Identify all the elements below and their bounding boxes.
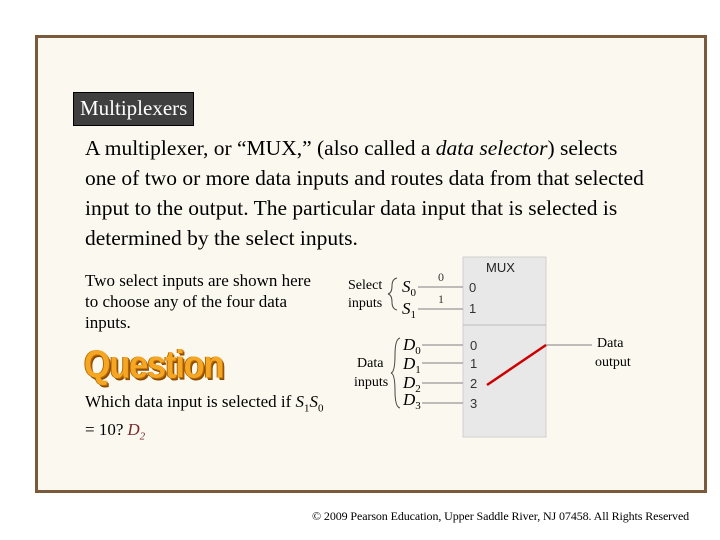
data-pin-0: 0	[470, 338, 478, 353]
intro-text-1: A multiplexer, or “MUX,” (also called a	[85, 136, 436, 160]
question-prefix: Which data input is selected if	[85, 392, 296, 411]
data-pin-1: 1	[470, 356, 478, 371]
data-label-line1: Data	[357, 356, 384, 371]
select-pin-0: 0	[469, 280, 477, 295]
select-label-line1: Select	[348, 278, 383, 293]
signal-d0: $D_0$	[403, 335, 421, 357]
answer-sub: 2	[139, 430, 146, 443]
select-value-s0: 0	[438, 270, 444, 284]
data-label-line2: inputs	[354, 375, 389, 390]
answer-letter: D	[127, 420, 140, 440]
question-badge: Question	[84, 343, 224, 387]
question-s1: S	[295, 392, 305, 411]
data-pin-2: 2	[470, 376, 478, 391]
side-note: Two select inputs are shown here to choose any of the four data inputs.	[85, 271, 311, 332]
question-s0-sub: 0	[318, 402, 324, 415]
intro-italic-term: data selector	[435, 136, 548, 160]
select-label-line2: inputs	[348, 296, 383, 311]
data-brace	[391, 338, 400, 408]
signal-s0: $S_0$	[402, 277, 416, 299]
intro-text-2: ) selects one of two or more data inputs and routes data from that selected input to the output. The particular data input that is selected is determined by the select inputs.	[85, 136, 644, 250]
mux-label: MUX	[486, 260, 515, 275]
data-pin-3: 3	[470, 396, 478, 411]
question-s1-sub: 1	[304, 402, 310, 415]
select-brace	[388, 278, 397, 310]
signal-s1: $S_1$	[402, 299, 416, 321]
signal-d2: $D_2$	[403, 373, 421, 395]
output-label-line1: Data	[597, 336, 624, 351]
question-s0: S	[309, 392, 319, 411]
slide-title: Multiplexers	[73, 92, 194, 126]
signal-d1: $D_1$	[403, 354, 421, 376]
output-label-line2: output	[595, 355, 631, 370]
select-value-s1: 1	[438, 292, 444, 306]
select-pin-1: 1	[469, 301, 477, 316]
question-equals: = 10?	[85, 420, 124, 440]
signal-d3: $D_3$	[403, 390, 421, 412]
copyright-notice: © 2009 Pearson Education, Upper Saddle River, NJ 07458. All Rights Reserved	[312, 509, 690, 523]
